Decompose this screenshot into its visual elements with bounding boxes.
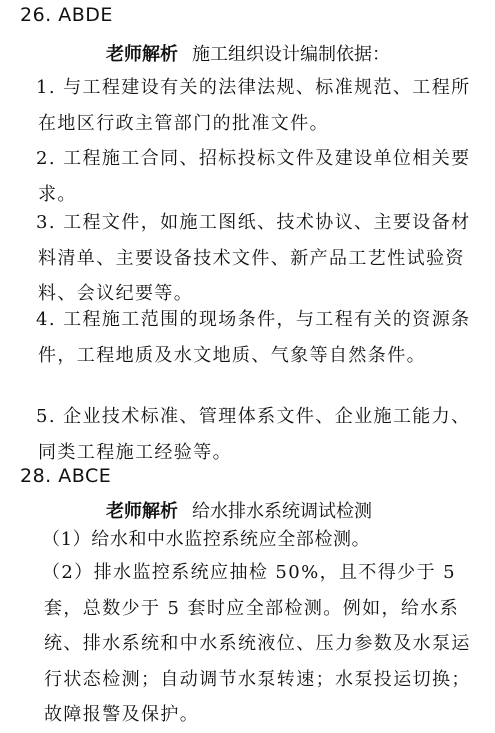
question-26-item-5: 5. 企业技术标准、管理体系文件、企业施工能力、同类工程施工经验等。: [36, 406, 471, 463]
question-28-item-1: （1）给水和中水监控系统应全部检测。: [42, 529, 371, 550]
analysis-label: 老师解析: [106, 44, 178, 65]
question-28-item-2: （2）排水监控系统应抽检 50%，且不得少于 5 套，总数少于 5 套时应全部检测。例如，给水系统、排水系统和中水系统液位、压力参数及水泵运行状态检测；自动调节水泵转速；水泵投运切换；故障报警及保护。: [42, 562, 471, 725]
analysis-topic: 给水排水系统调试检测: [192, 501, 372, 522]
question-28-number: 28. ABCE: [20, 465, 112, 487]
question-26-analysis-header: [106, 40, 390, 66]
question-26-item-4: 4. 工程施工范围的现场条件，与工程有关的资源条件，工程地质及水文地质、气象等自然条件。: [36, 309, 471, 366]
analysis-topic: 施工组织设计编制依据：: [192, 44, 390, 65]
question-28-analysis-header: [106, 497, 372, 523]
question-26-number: 26. ABDE: [20, 4, 113, 26]
analysis-label: 老师解析: [106, 501, 178, 522]
question-26-item-1: 1. 与工程建设有关的法律法规、标准规范、工程所在地区行政主管部门的批准文件。: [36, 77, 471, 134]
question-26-item-2: 2. 工程施工合同、招标投标文件及建设单位相关要求。: [36, 148, 471, 205]
question-26-item-3: 3. 工程文件，如施工图纸、技术协议、主要设备材料清单、主要设备技术文件、新产品工艺性试验资料、会议纪要等。: [36, 212, 471, 304]
